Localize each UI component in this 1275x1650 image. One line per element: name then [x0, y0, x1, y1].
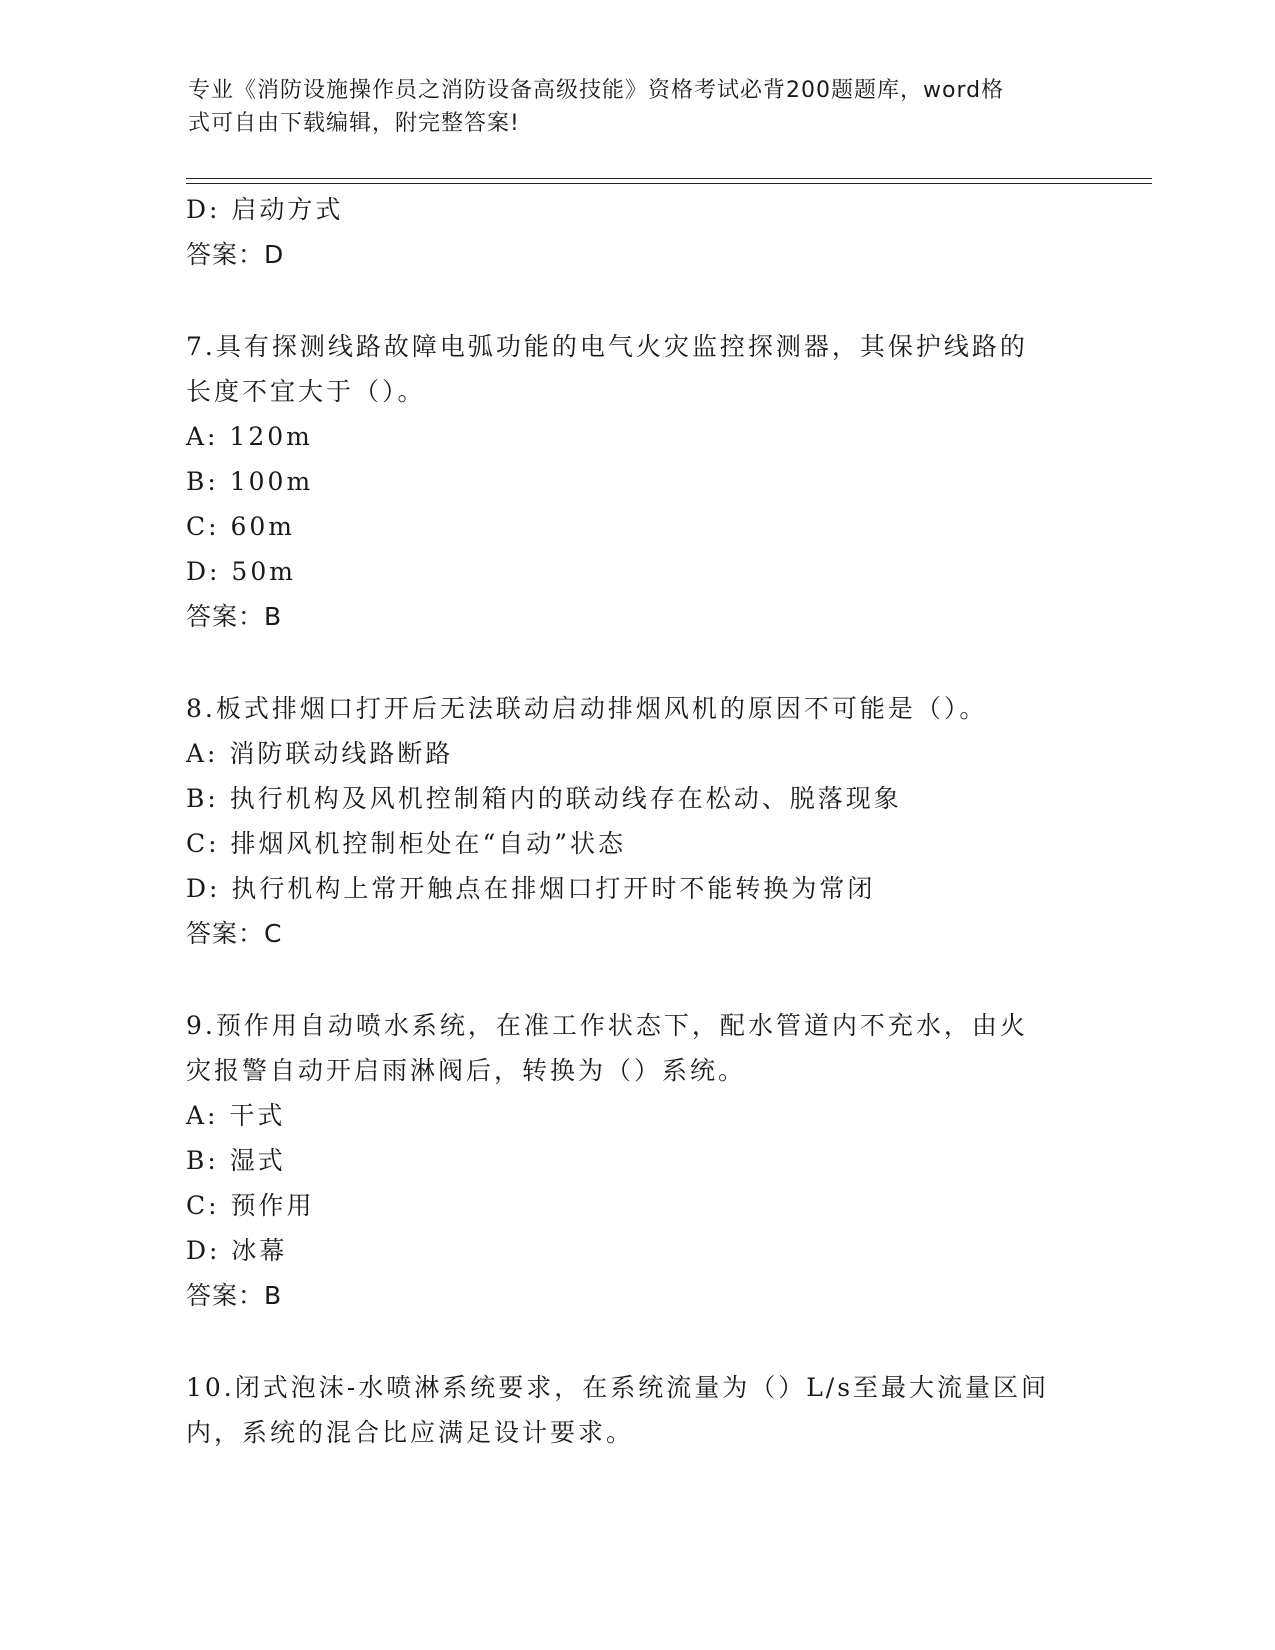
question-10-stem-line-2: 内，系统的混合比应满足设计要求。 [186, 1418, 635, 1447]
question-8-option-b: B: 执行机构及风机控制箱内的联动线存在松动、脱落现象 [186, 784, 902, 813]
question-7-answer: 答案：B [186, 602, 283, 631]
question-10 [186, 1365, 1086, 1455]
question-8-option-d: D: 执行机构上常开触点在排烟口打开时不能转换为常闭 [186, 874, 876, 903]
header-line-1: 专业《消防设施操作员之消防设备高级技能》资格考试必背200题题库，word格 [188, 78, 1005, 103]
question-7-option-d: D: 50m [186, 557, 296, 586]
question-7 [186, 324, 1086, 639]
document-header [188, 74, 1088, 140]
spacer [186, 639, 1086, 686]
question-9-option-d: D: 冰幕 [186, 1236, 288, 1265]
prev-answer: 答案：D [186, 240, 285, 269]
spacer [186, 956, 1086, 1003]
question-7-stem-line-1: 7.具有探测线路故障电弧功能的电气火灾监控探测器，其保护线路的 [186, 332, 1028, 361]
question-10-stem-line-1: 10.闭式泡沫-水喷淋系统要求，在系统流量为（）L/s至最大流量区间 [186, 1373, 1050, 1402]
header-line-2: 式可自由下载编辑，附完整答案! [188, 111, 520, 136]
question-list [186, 187, 1086, 1455]
question-7-option-a: A: 120m [186, 422, 313, 451]
question-9-stem-line-2: 灾报警自动开启雨淋阀后，转换为（）系统。 [186, 1056, 747, 1085]
question-8-option-c: C: 排烟风机控制柜处在“自动”状态 [186, 829, 627, 858]
question-7-stem-line-2: 长度不宜大于（）。 [186, 377, 426, 406]
question-9-option-c: C: 预作用 [186, 1191, 315, 1220]
question-7-option-b: B: 100m [186, 467, 314, 496]
spacer [186, 277, 1086, 324]
question-7-option-c: C: 60m [186, 512, 296, 541]
question-9-option-b: B: 湿式 [186, 1146, 286, 1175]
question-8-option-a: A: 消防联动线路断路 [186, 739, 454, 768]
question-8 [186, 686, 1086, 956]
question-9-stem-line-1: 9.预作用自动喷水系统，在准工作状态下，配水管道内不充水，由火 [186, 1011, 1028, 1040]
header-divider-top [186, 178, 1152, 179]
prev-option-d: D: 启动方式 [186, 195, 344, 224]
question-9-answer: 答案：B [186, 1281, 283, 1310]
header-divider-bottom [186, 183, 1152, 184]
question-9-option-a: A: 干式 [186, 1101, 286, 1130]
question-9 [186, 1003, 1086, 1318]
spacer [186, 1318, 1086, 1365]
question-8-answer: 答案：C [186, 919, 283, 948]
question-8-stem-line-1: 8.板式排烟口打开后无法联动启动排烟风机的原因不可能是（）。 [186, 694, 988, 723]
